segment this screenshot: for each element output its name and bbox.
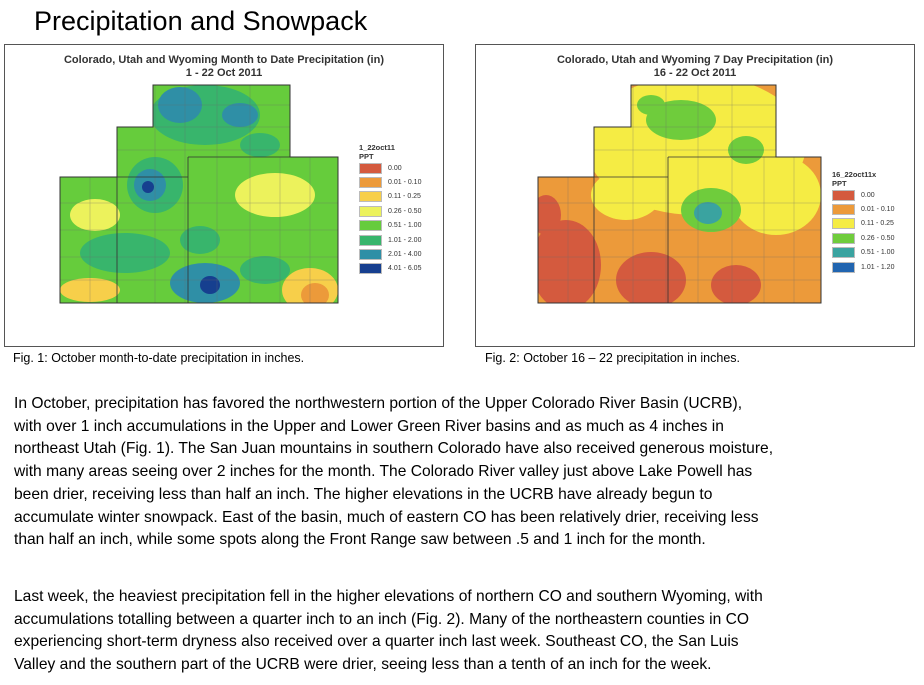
legend-entry bbox=[832, 202, 894, 216]
figure-2-caption: Fig. 2: October 16 – 22 precipitation in inches. bbox=[485, 351, 741, 365]
map-2-date-range: 16 - 22 Oct 2011 bbox=[653, 67, 737, 79]
legend-label: 0.26 - 0.50 bbox=[861, 234, 895, 242]
legend-label: 0.00 bbox=[861, 191, 875, 199]
legend-entry bbox=[359, 161, 421, 175]
legend-label: 2.01 - 4.00 bbox=[388, 251, 422, 259]
legend-entry bbox=[359, 247, 421, 261]
legend-swatch bbox=[359, 263, 382, 274]
legend-entry bbox=[359, 233, 421, 247]
legend-label: 4.01 - 6.05 bbox=[388, 265, 422, 273]
legend-entry bbox=[359, 262, 421, 276]
legend-label: 0.51 - 1.00 bbox=[388, 222, 422, 230]
paragraph-line: with many areas seeing over 2 inches for the month. The Colorado River valley just above Lake Powell has bbox=[14, 463, 753, 481]
legend-entry bbox=[359, 204, 421, 218]
legend-swatch bbox=[359, 206, 382, 217]
legend-label: 0.01 - 0.10 bbox=[388, 179, 422, 187]
paragraph-line: with over 1 inch accumulations in the Upper and Lower Green River basins and as much as 4 inches in bbox=[14, 417, 724, 435]
legend-swatch bbox=[359, 177, 382, 188]
legend-swatch bbox=[359, 249, 382, 260]
map-panel-month-to-date bbox=[4, 44, 444, 347]
map-panel-7-day bbox=[475, 44, 915, 347]
legend-label: 0.00 bbox=[388, 164, 402, 172]
legend-2-id: 16_22oct11x bbox=[832, 170, 877, 179]
legend-swatch bbox=[359, 235, 382, 246]
paragraph-line: accumulations totalling between a quarter inch to an inch (Fig. 2). Many of the northeastern counties in CO bbox=[14, 610, 750, 628]
legend-entry bbox=[832, 260, 894, 274]
paragraph-line: In October, precipitation has favored the northwestern portion of the Upper Colorado River Basin (UCRB), bbox=[14, 395, 743, 412]
map-1-precip-field bbox=[45, 75, 345, 315]
legend-label: 0.11 - 0.25 bbox=[861, 220, 894, 228]
map-2-precip-field bbox=[516, 75, 836, 315]
legend-swatch bbox=[832, 262, 855, 273]
legend-label: 0.01 - 0.10 bbox=[861, 206, 895, 214]
map-1-date-range: 1 - 22 Oct 2011 bbox=[185, 67, 263, 79]
legend-label: 1.01 - 2.00 bbox=[388, 236, 422, 244]
legend-label: 1.01 - 1.20 bbox=[861, 263, 895, 271]
map-2-legend bbox=[832, 170, 894, 274]
map-2-title: Colorado, Utah and Wyoming 7 Day Precipitation (in) bbox=[556, 54, 834, 66]
legend-entry bbox=[832, 231, 894, 245]
legend-swatch bbox=[359, 220, 382, 231]
legend-label: 0.51 - 1.00 bbox=[861, 249, 895, 257]
legend-1-unit: PPT bbox=[359, 152, 374, 161]
map-1-legend bbox=[359, 143, 421, 276]
legend-entry bbox=[832, 188, 894, 202]
legend-2-entries bbox=[832, 188, 894, 274]
legend-entry bbox=[832, 246, 894, 260]
legend-swatch bbox=[359, 191, 382, 202]
paragraph-line: been drier, receiving less than half an inch. The higher elevations in the UCRB have already begun to bbox=[14, 485, 713, 503]
legend-1-id: 1_22oct11 bbox=[359, 143, 395, 152]
legend-swatch bbox=[832, 218, 855, 229]
legend-label: 0.11 - 0.25 bbox=[388, 193, 421, 201]
paragraph-line: than half an inch, while some spots along the Front Range saw between .5 and 1 inch for the month. bbox=[14, 531, 706, 549]
legend-swatch bbox=[832, 204, 855, 215]
paragraph-line: Last week, the heaviest precipitation fell in the higher elevations of northern CO and southern Wyoming, with bbox=[14, 588, 763, 605]
legend-2-unit: PPT bbox=[832, 179, 847, 188]
map-1-title: Colorado, Utah and Wyoming Month to Date Precipitation (in) bbox=[63, 54, 384, 66]
legend-entry bbox=[359, 190, 421, 204]
paragraph-last-week-summary bbox=[14, 586, 914, 677]
slide-title: Precipitation and Snowpack bbox=[34, 6, 368, 36]
paragraph-line: northeast Utah (Fig. 1). The San Juan mountains in southern Colorado have also received generous moisture, bbox=[14, 440, 774, 458]
legend-swatch bbox=[359, 163, 382, 174]
legend-entry bbox=[359, 175, 421, 189]
paragraph-line: accumulate winter snowpack. East of the basin, much of eastern CO has been relatively drier, receiving less bbox=[14, 508, 759, 526]
figure-1-caption: Fig. 1: October month-to-date precipitation in inches. bbox=[13, 351, 305, 365]
legend-label: 0.26 - 0.50 bbox=[388, 207, 422, 215]
legend-entry bbox=[359, 219, 421, 233]
legend-swatch bbox=[832, 190, 855, 201]
legend-swatch bbox=[832, 247, 855, 258]
legend-swatch bbox=[832, 233, 855, 244]
paragraph-line: experiencing short-term dryness also received over a quarter inch last week. Southeast CO, the San Luis bbox=[14, 633, 739, 651]
paragraph-line: Valley and the southern part of the UCRB were drier, seeing less than a tenth of an inch for the week. bbox=[14, 656, 712, 674]
legend-1-entries bbox=[359, 161, 421, 276]
legend-entry bbox=[832, 217, 894, 231]
paragraph-october-summary bbox=[14, 393, 914, 552]
